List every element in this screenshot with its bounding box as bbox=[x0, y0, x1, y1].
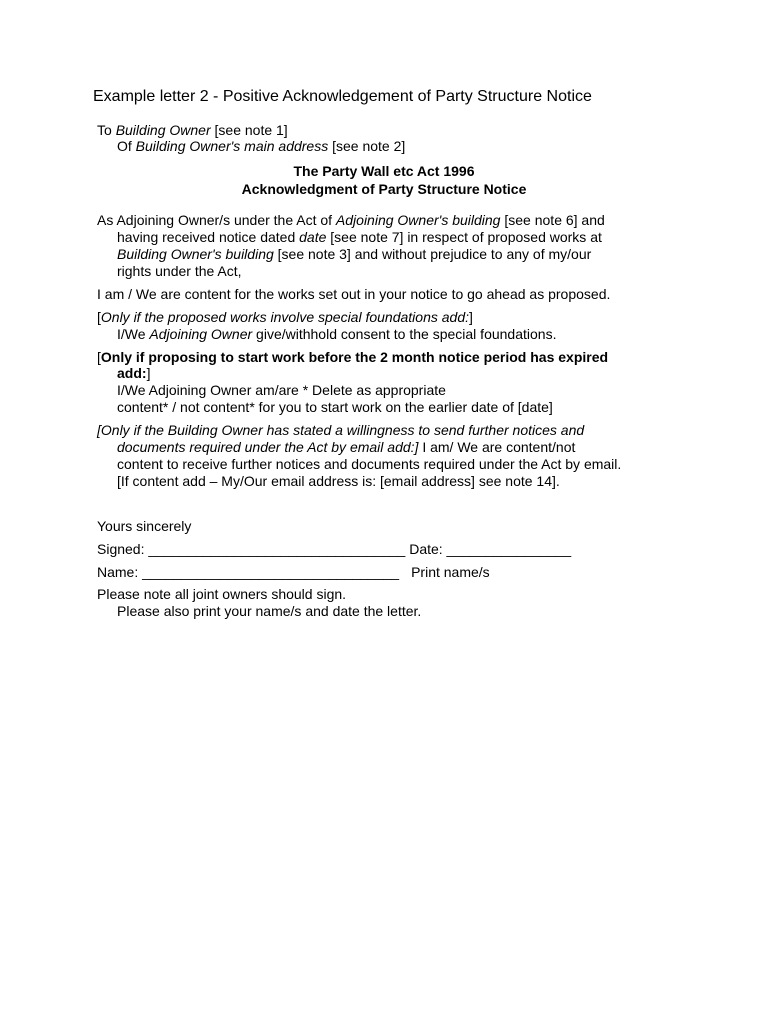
to-note: [see note 1] bbox=[210, 122, 288, 138]
to-name: Building Owner bbox=[115, 122, 211, 138]
page-title: Example letter 2 - Positive Acknowledgement of Party Structure Notice bbox=[93, 88, 592, 105]
closing: Yours sincerely bbox=[97, 518, 192, 534]
para2: I am / We are content for the works set out in your notice to go ahead as proposed. bbox=[97, 286, 611, 302]
act-title: The Party Wall etc Act 1996 bbox=[293, 163, 475, 179]
para3-condition: Only if the proposed works involve special foundations add: bbox=[100, 309, 469, 325]
para1-text: having received notice dated bbox=[117, 229, 300, 245]
to-line bbox=[97, 122, 288, 139]
note-joint-owners: Please note all joint owners should sign. bbox=[97, 586, 347, 602]
of-name: Building Owner's main address bbox=[135, 138, 329, 154]
para4-condition: add: bbox=[117, 365, 147, 381]
bracket: ] bbox=[469, 309, 473, 325]
of-note: [see note 2] bbox=[328, 138, 406, 154]
print-name-label: Print name/s bbox=[411, 564, 490, 580]
name-line bbox=[97, 564, 490, 581]
para3-line1 bbox=[97, 309, 473, 326]
act-subtitle: Acknowledgment of Party Structure Notice bbox=[241, 181, 527, 197]
of-line bbox=[117, 138, 405, 155]
of-prefix: Of bbox=[117, 138, 136, 154]
para5-line3: content to receive further notices and documents required under the Act by email. bbox=[117, 456, 622, 472]
para5-condition: [Only if the Building Owner has stated a willingness to send further notices and bbox=[97, 422, 585, 438]
para5-line4: [If content add – My/Our email address is: [email address] see note 14]. bbox=[117, 473, 560, 489]
para1-text: [see note 3] and without prejudice to any of my/our bbox=[273, 246, 592, 262]
para4-line1 bbox=[97, 349, 608, 366]
signed-line: Signed: _________________________________ Date: ________________ bbox=[97, 541, 572, 557]
para4-line2 bbox=[117, 365, 150, 382]
name-field: Name: _________________________________ bbox=[97, 564, 400, 580]
para1-text: [see note 7] in respect of proposed works at bbox=[326, 229, 602, 245]
para4-condition: Only if proposing to start work before the 2 month notice period has expired bbox=[100, 349, 609, 365]
para1-line4: rights under the Act, bbox=[117, 263, 242, 279]
para1-italic: date bbox=[299, 229, 327, 245]
para1-text: [see note 6] and bbox=[500, 212, 605, 228]
para3-text: I/We bbox=[117, 326, 150, 342]
para1-line2 bbox=[117, 229, 602, 246]
note-print-name: Please also print your name/s and date the letter. bbox=[117, 603, 422, 619]
para1-italic: Adjoining Owner's building bbox=[335, 212, 501, 228]
bracket: [ bbox=[97, 309, 101, 325]
para1-italic: Building Owner's building bbox=[117, 246, 274, 262]
para5-condition: documents required under the Act by email add:] bbox=[117, 439, 419, 455]
bracket: [ bbox=[97, 349, 101, 365]
para4-line3: I/We Adjoining Owner am/are * Delete as appropriate bbox=[117, 382, 446, 398]
para1-line1 bbox=[97, 212, 605, 229]
para1-text: As Adjoining Owner/s under the Act of bbox=[97, 212, 336, 228]
para5-line1 bbox=[97, 422, 584, 439]
para1-line3 bbox=[117, 246, 591, 263]
para3-line2 bbox=[117, 326, 556, 343]
para5-line2 bbox=[117, 439, 575, 456]
to-prefix: To bbox=[97, 122, 116, 138]
para5-text: I am/ We are content/not bbox=[418, 439, 576, 455]
bracket: ] bbox=[146, 365, 151, 381]
para4-line4: content* / not content* for you to start work on the earlier date of [date] bbox=[117, 399, 553, 415]
para3-italic: Adjoining Owner bbox=[149, 326, 253, 342]
para3-text: give/withhold consent to the special foundations. bbox=[252, 326, 557, 342]
